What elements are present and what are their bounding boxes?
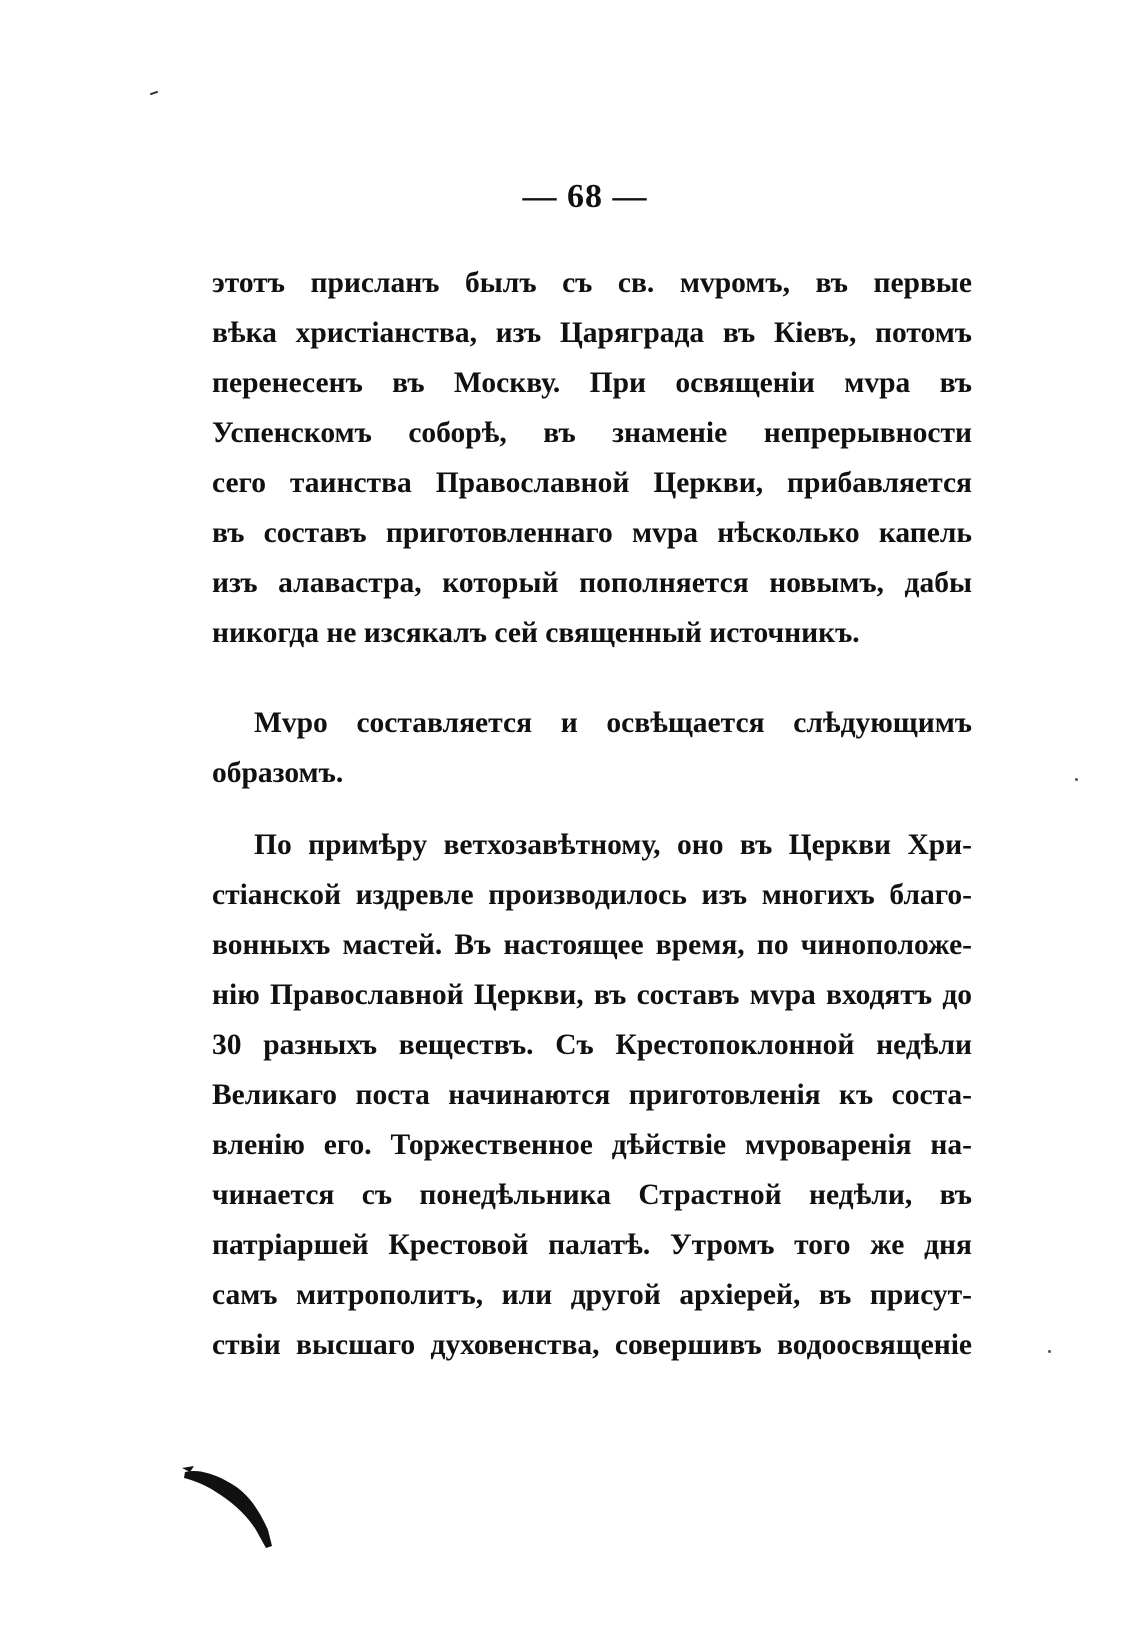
text-line: 30 разныхъ веществъ. Съ Крестопоклонной недѣли	[212, 1029, 972, 1061]
text-line: вленію его. Торжественное дѣйствіе мvроваренія на-	[212, 1129, 972, 1161]
text-line: самъ митрополитъ, или другой архіерей, въ присут-	[212, 1279, 972, 1311]
paragraph-2	[212, 698, 972, 798]
text-line: изъ алавастра, который пополняется новымъ, дабы	[212, 567, 972, 599]
text-line: никогда не изсякалъ сей священный источникъ.	[212, 617, 860, 649]
text-line: въ составъ приготовленнаго мvра нѣсколько капель	[212, 517, 972, 549]
text-line: патріаршей Крестовой палатѣ. Утромъ того же дня	[212, 1229, 972, 1261]
scan-dot	[1075, 778, 1078, 781]
text-line: Мvро составляется и освѣщается слѣдующимъ	[254, 707, 972, 739]
paragraph-1	[212, 258, 972, 658]
text-line: этотъ присланъ былъ съ св. мvромъ, въ первые	[212, 267, 972, 299]
paragraph-3	[212, 820, 972, 1370]
text-line: вѣка христіанства, изъ Царяграда въ Кіевъ, потомъ	[212, 317, 972, 349]
text-line: нію Православной Церкви, въ составъ мvра входятъ до	[212, 979, 972, 1011]
ink-smudge	[180, 1460, 300, 1560]
text-line: чинается съ понедѣльника Страстной недѣли, въ	[212, 1179, 972, 1211]
text-line: Успенскомъ соборѣ, въ знаменіе непрерывности	[212, 417, 972, 449]
text-line: вонныхъ мастей. Въ настоящее время, по чиноположе-	[212, 929, 972, 961]
text-line: образомъ.	[212, 757, 344, 789]
text-line: Великаго поста начинаются приготовленія къ соста-	[212, 1079, 972, 1111]
scan-speck	[150, 91, 158, 96]
page-number: — 68 —	[522, 178, 648, 215]
text-line: перенесенъ въ Москву. При освященіи мvра въ	[212, 367, 972, 399]
text-line: сего таинства Православной Церкви, прибавляется	[212, 467, 972, 499]
text-line: ствіи высшаго духовенства, совершивъ водоосвященіе	[212, 1329, 972, 1361]
text-line: стіанской издревле производилось изъ многихъ благо-	[212, 879, 972, 911]
text-line: По примѣру ветхозавѣтному, оно въ Церкви Хри-	[254, 829, 972, 861]
scan-dot	[1048, 1350, 1051, 1353]
